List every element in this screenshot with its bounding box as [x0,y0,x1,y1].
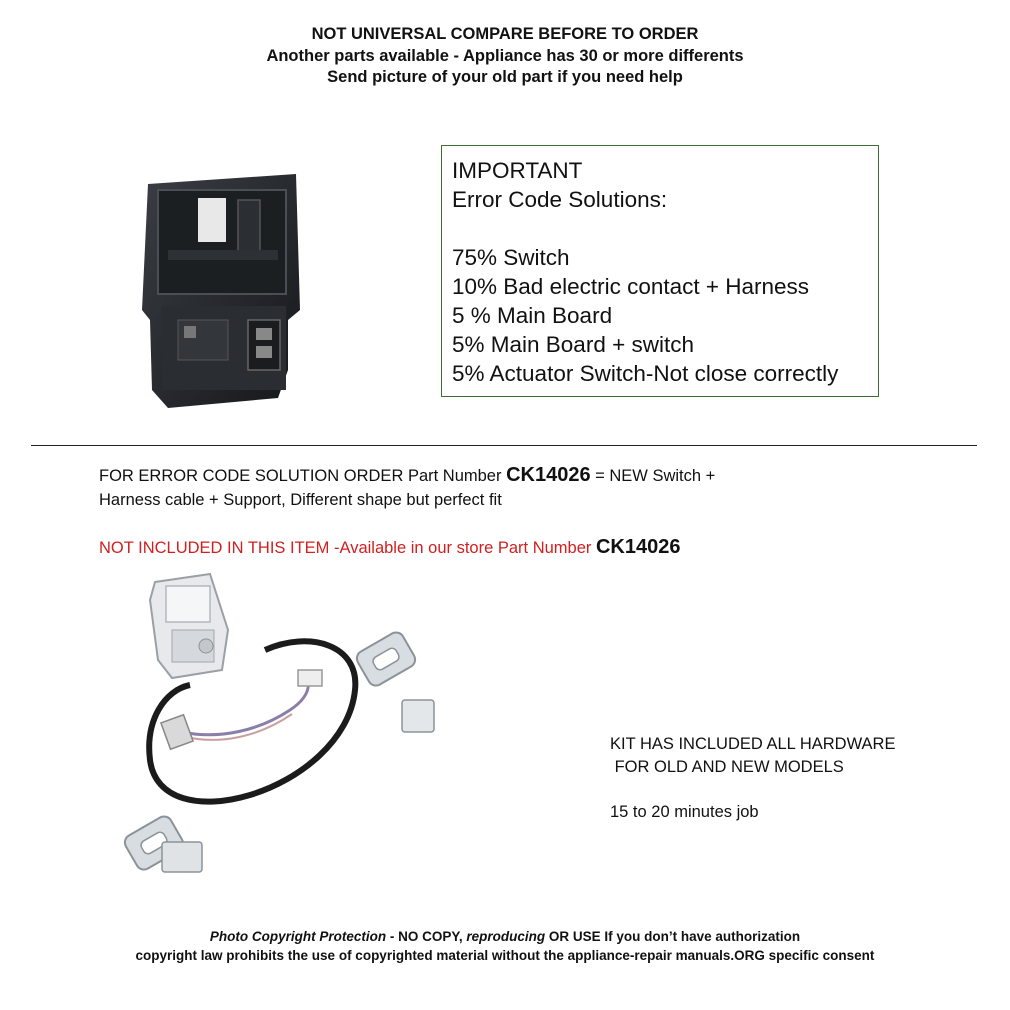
header-notice [0,24,1010,89]
important-title: IMPORTANT [452,158,583,183]
order-prefix: FOR ERROR CODE SOLUTION ORDER Part Number [99,467,507,485]
order-suffix: = NEW Switch + [590,467,716,485]
solution-item: 5% Actuator Switch-Not close correctly [452,361,839,386]
order-line-2: Harness cable + Support, Different shape but perfect fit [99,491,502,509]
not-included-part-number: CK14026 [595,536,681,558]
header-line-2: Another parts available - Appliance has 30 or more differents [266,46,744,65]
footer-text-1: - NO COPY, [386,929,467,944]
kit-line-1: KIT HAS INCLUDED ALL HARDWARE [610,735,896,753]
solution-item: 10% Bad electric contact + Harness [452,274,810,299]
switch-kit-photo [110,570,460,890]
not-included-notice [99,536,681,559]
copyright-footer [0,927,1010,965]
header-line-1: NOT UNIVERSAL COMPARE BEFORE TO ORDER [311,25,699,43]
solution-item: 5% Main Board + switch [452,332,694,357]
not-included-text: NOT INCLUDED IN THIS ITEM -Available in our store Part Number [99,539,596,557]
solution-item: 5 % Main Board [452,303,613,328]
footer-italic-1: Photo Copyright Protection [209,929,387,944]
divider [31,445,977,446]
kit-info [610,733,895,823]
solution-item: 75% Switch [452,245,570,270]
footer-text-2: OR USE If you don’t have authorization [545,929,801,944]
important-subtitle: Error Code Solutions: [452,187,668,212]
footer-italic-2: reproducing [466,929,546,944]
kit-line-3: 15 to 20 minutes job [610,802,759,821]
part-number: CK14026 [506,464,591,486]
error-code-solutions-box [441,145,879,397]
order-info [99,463,715,512]
kit-line-2: FOR OLD AND NEW MODELS [610,757,844,776]
door-lock-switch-photo [138,170,308,412]
header-line-3: Send picture of your old part if you need help [327,68,683,86]
footer-line-2: copyright law prohibits the use of copyrighted material without the appliance-repair manuals.ORG specific consent [135,948,875,963]
